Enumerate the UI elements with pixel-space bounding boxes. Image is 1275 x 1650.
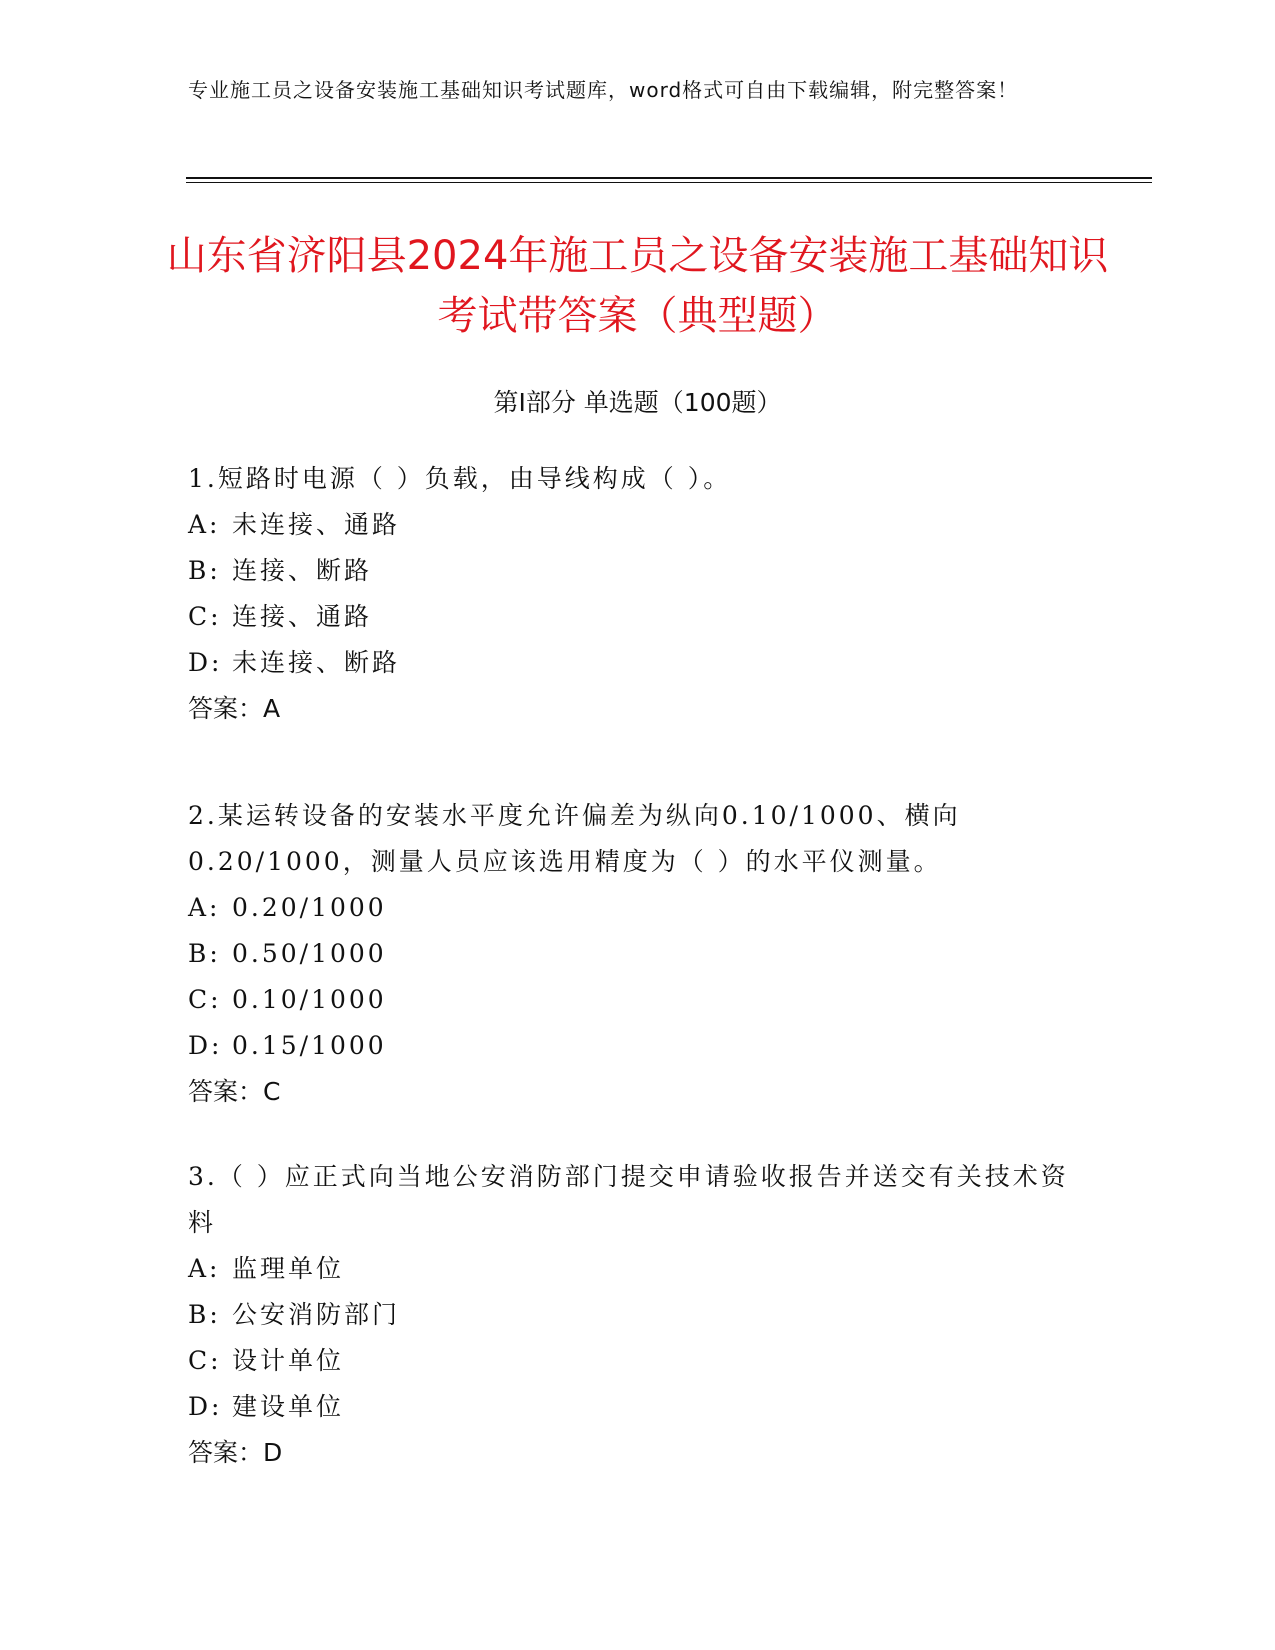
- question-text: 2.某运转设备的安装水平度允许偏差为纵向0.10/1000、横向0.20/1000，测量人员应该选用精度为（ ）的水平仪测量。: [188, 801, 961, 876]
- option-a: [188, 885, 1078, 931]
- option-letter: C:: [188, 1346, 222, 1375]
- option-text: 0.15/1000: [232, 1031, 387, 1060]
- answer-line: 答案：D: [188, 1438, 283, 1467]
- option-text: 连接、通路: [232, 602, 373, 631]
- question-1: [188, 456, 1078, 732]
- option-text: 设计单位: [232, 1346, 345, 1375]
- option-letter: B:: [188, 556, 221, 585]
- option-letter: C:: [188, 985, 222, 1014]
- option-text: 监理单位: [232, 1254, 345, 1283]
- document-title: 山东省济阳县2024年施工员之设备安装施工基础知识考试带答案（典型题）: [166, 233, 1109, 339]
- option-c: [188, 977, 1078, 1023]
- option-text: 建设单位: [232, 1392, 345, 1421]
- option-letter: A:: [188, 510, 221, 539]
- option-letter: A:: [188, 893, 221, 922]
- question-3: [188, 1154, 1078, 1476]
- option-b: [188, 931, 1078, 977]
- question-text: 1.短路时电源（ ）负载，由导线构成（ ）。: [188, 464, 732, 493]
- option-a: [188, 1246, 1078, 1292]
- option-b: [188, 1292, 1078, 1338]
- header-divider-thick: [186, 177, 1152, 179]
- option-text: 未连接、断路: [232, 648, 401, 677]
- option-d: [188, 1384, 1078, 1430]
- question-2: [188, 793, 1078, 1115]
- option-text: 未连接、通路: [232, 510, 401, 539]
- option-text: 连接、断路: [232, 556, 373, 585]
- option-a: [188, 502, 1078, 548]
- option-c: [188, 1338, 1078, 1384]
- option-letter: D:: [188, 648, 223, 677]
- option-text: 公安消防部门: [232, 1300, 401, 1329]
- section-title: 第I部分 单选题（100题）: [493, 388, 782, 417]
- header-divider-thin: [186, 182, 1152, 183]
- option-text: 0.10/1000: [232, 985, 387, 1014]
- option-d: [188, 640, 1078, 686]
- option-letter: B:: [188, 939, 221, 968]
- option-text: 0.20/1000: [232, 893, 387, 922]
- option-letter: D:: [188, 1031, 223, 1060]
- question-text: 3.（ ）应正式向当地公安消防部门提交申请验收报告并送交有关技术资料: [188, 1162, 1069, 1237]
- option-letter: C:: [188, 602, 222, 631]
- option-b: [188, 548, 1078, 594]
- answer-line: 答案：C: [188, 1077, 281, 1106]
- option-letter: A:: [188, 1254, 221, 1283]
- option-letter: D:: [188, 1392, 223, 1421]
- answer-line: 答案：A: [188, 694, 281, 723]
- option-text: 0.50/1000: [232, 939, 387, 968]
- option-letter: B:: [188, 1300, 221, 1329]
- option-c: [188, 594, 1078, 640]
- header-note: 专业施工员之设备安装施工基础知识考试题库，word格式可自由下载编辑，附完整答案！: [188, 78, 1019, 102]
- option-d: [188, 1023, 1078, 1069]
